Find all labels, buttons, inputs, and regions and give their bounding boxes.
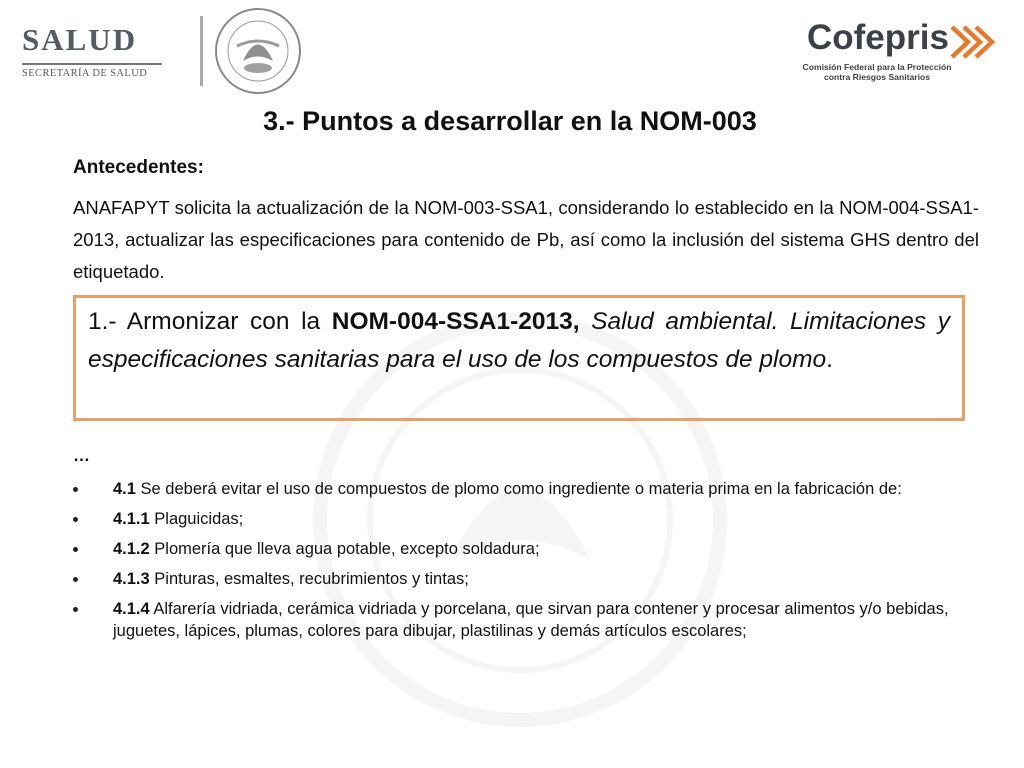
cofepris-arrows-icon bbox=[950, 24, 1005, 60]
callout-title: Salud ambiental. Limitaciones y especificaciones sanitarias para el uso de los compuestos de plomo bbox=[88, 308, 950, 373]
bullet-dot-icon bbox=[73, 487, 78, 492]
list-item bbox=[73, 568, 973, 590]
ellipsis: … bbox=[73, 446, 90, 465]
header-divider bbox=[200, 16, 203, 86]
list-item bbox=[73, 508, 973, 530]
cofepris-subtitle-line2: contra Riesgos Sanitarios bbox=[823, 72, 931, 82]
slide-title: 3.- Puntos a desarrollar en la NOM-003 bbox=[263, 106, 757, 136]
bullet-text: Pinturas, esmaltes, recubrimientos y tintas; bbox=[149, 570, 469, 588]
bullet-text: Plaguicidas; bbox=[149, 510, 244, 528]
bullet-code: 4.1 bbox=[113, 480, 136, 498]
cofepris-logo-name: Cofepris bbox=[807, 18, 949, 57]
list-item bbox=[73, 478, 973, 500]
salud-logo-name: SALUD bbox=[22, 22, 138, 57]
section-subheading: Antecedentes: bbox=[73, 157, 204, 178]
bullet-dot-icon bbox=[73, 517, 78, 522]
cofepris-logo bbox=[800, 18, 1010, 90]
bullet-list bbox=[73, 478, 973, 650]
callout-norm: NOM-004-SSA1-2013, bbox=[331, 308, 580, 335]
bullet-dot-icon bbox=[73, 577, 78, 582]
cofepris-logo-subtitle bbox=[802, 62, 952, 82]
cofepris-subtitle-line1: Comisión Federal para la Protección bbox=[802, 62, 952, 72]
mexican-coat-of-arms-seal-icon bbox=[213, 6, 303, 96]
salud-logo bbox=[22, 22, 182, 82]
bullet-code: 4.1.2 bbox=[113, 540, 150, 558]
callout-lead: 1.- Armonizar con la bbox=[88, 308, 332, 335]
list-item bbox=[73, 598, 973, 642]
list-item bbox=[73, 538, 973, 560]
salud-logo-rule bbox=[22, 63, 162, 65]
bullet-dot-icon bbox=[73, 547, 78, 552]
salud-logo-subtitle: SECRETARÍA DE SALUD bbox=[22, 68, 148, 79]
bullet-text: Se deberá evitar el uso de compuestos de plomo como ingrediente o materia prima en la fabricación de: bbox=[135, 480, 902, 498]
bullet-dot-icon bbox=[73, 607, 78, 612]
intro-paragraph: ANAFAPYT solicita la actualización de la NOM-003-SSA1, considerando lo establecido en la NOM-004-SSA1-2013, actualizar las especificaciones para contenido de Pb, así como la inclusión del sistema GHS dentro del etiquetado. bbox=[73, 197, 979, 282]
bullet-code: 4.1.4 bbox=[113, 600, 150, 618]
highlight-callout-box bbox=[73, 295, 965, 421]
bullet-code: 4.1.1 bbox=[113, 510, 150, 528]
slide-header bbox=[0, 0, 1024, 100]
callout-end: . bbox=[826, 346, 833, 373]
bullet-text: Plomería que lleva agua potable, excepto soldadura; bbox=[149, 540, 540, 558]
bullet-code: 4.1.3 bbox=[113, 570, 150, 588]
bullet-text: Alfarería vidriada, cerámica vidriada y porcelana, que sirvan para contener y procesar alimentos y/o bebidas, juguetes, lápices, plumas, colores para dibujar, plastilinas y demás artículos escolares; bbox=[113, 600, 949, 640]
